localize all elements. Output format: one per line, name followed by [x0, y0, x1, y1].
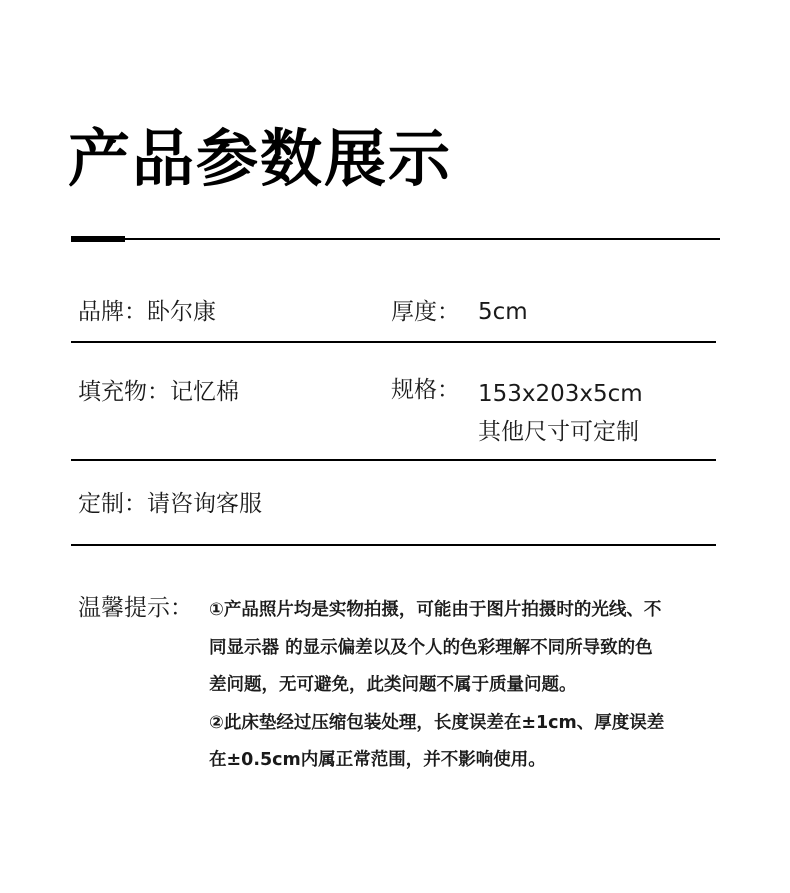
thickness-label: 厚度：: [391, 299, 460, 325]
filling-label: 填充物：: [78, 379, 170, 405]
notice-label: 温馨提示：: [78, 595, 193, 621]
brand-label: 品牌：: [78, 299, 147, 325]
brand-value: 卧尔康: [147, 299, 216, 325]
row-divider-3: [71, 544, 716, 546]
custom-row: [78, 486, 262, 523]
brand-row: [78, 294, 216, 331]
row-divider-2: [71, 459, 716, 461]
notice-line: 同显示器 的显示偏差以及个人的色彩理解不同所导致的色: [209, 637, 653, 658]
size-values: [478, 375, 643, 451]
size-label: 规格：: [391, 377, 460, 403]
filling-row: [78, 374, 239, 411]
notice-line: 差问题，无可避免，此类问题不属于质量问题。: [209, 675, 577, 695]
title-accent-bar: [71, 236, 125, 242]
notice-line: 在±0.5cm内属正常范围，并不影响使用。: [209, 750, 546, 770]
custom-label: 定制：: [78, 491, 147, 517]
size-value-custom: 其他尺寸可定制: [478, 419, 639, 445]
row-divider-1: [71, 341, 716, 343]
filling-value: 记忆棉: [170, 379, 239, 405]
notice-body: [209, 592, 724, 780]
thickness-value: 5cm: [478, 299, 528, 325]
notice-line: ①产品照片均是实物拍摄，可能由于图片拍摄时的光线、不: [209, 600, 662, 620]
notice-line: ②此床垫经过压缩包装处理，长度误差在±1cm、厚度误差: [209, 712, 665, 733]
title-divider: [71, 238, 720, 240]
size-value-standard: 153x203x5cm: [478, 381, 643, 407]
page-title: 产品参数展示: [68, 122, 453, 195]
custom-value: 请咨询客服: [147, 491, 262, 517]
